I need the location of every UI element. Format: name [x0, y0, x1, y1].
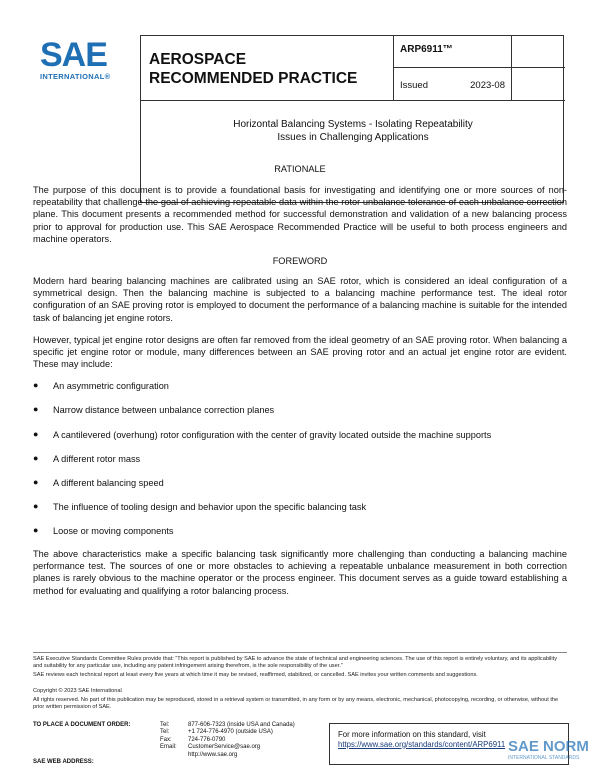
foreword-heading: FOREWORD: [272, 256, 328, 266]
header-empty-cell: [512, 36, 565, 68]
title-line-1: AEROSPACE: [149, 51, 247, 68]
bullet-icon: ●: [33, 429, 39, 439]
issued-cell: [394, 68, 512, 100]
bullet-icon: ●: [33, 380, 39, 390]
watermark-subtext: INTERNATIONAL STANDARDS: [508, 755, 580, 761]
issued-date: 2023-08: [470, 80, 505, 91]
foreword-paragraph-3: The above characteristics make a specific balancing task significantly more challenging than conducting a balancing machine performance test. The sources of one or more obstacles to achieving a repeatable unbalance measurement in both correction planes is rarely obvious to the machine operator or the process engineer. This document serves as a guide toward establishing a method for evaluating and qualifying a rotor balancing process.: [33, 549, 567, 596]
contact-values: [188, 722, 295, 759]
rights-notice: All rights reserved. No part of this publication may be reproduced, stored in a retrieval system or transmitted, in any form or by any means, electronic, mechanical, photocopying, recording, or otherwise, without the prior written permission of SAE.: [33, 697, 559, 711]
fax-number: 724-776-0790: [188, 736, 226, 743]
phone-number: 877-606-7323 (inside USA and Canada): [188, 722, 295, 728]
contact-labels: Tel: Tel: Fax: Email:: [160, 722, 177, 751]
document-number: ARP6911™: [394, 36, 512, 68]
title-line-2: RECOMMENDED PRACTICE: [149, 70, 358, 87]
web-address-label: SAE WEB ADDRESS:: [33, 759, 94, 765]
phone-number-intl: +1 724-776-4970 (outside USA): [188, 729, 273, 736]
document-title-line-1: Horizontal Balancing Systems - Isolating Repeatability: [233, 119, 473, 130]
bullet-icon: ●: [33, 477, 39, 487]
rationale-text: The purpose of this document is to provide a foundational basis for investigating and identifying one or more sources of non-repeatability that challenge the goal of achieving repeatable data within the rotor unbalance tolerance of each unbalance correction plane. This document presents a recommended method for successful demonstration and validation of a new balancing process prior to approval for production use. This SAE Aerospace Recommended Practice will be useful to both process engineers and machine operators.: [33, 185, 567, 244]
watermark: [508, 738, 598, 772]
review-notice: SAE reviews each technical report at least every five years at which time it may be revised, reaffirmed, stabilized, or cancelled. SAE invites your written comments and suggestions.: [33, 672, 478, 678]
order-label: TO PLACE A DOCUMENT ORDER:: [33, 722, 131, 728]
foreword-paragraph-2: However, typical jet engine rotor designs are often far removed from the ideal geometry of an SAE proving rotor. When balancing a specific jet engine rotor or module, many differences between an SAE proving rotor and an actual jet engine rotor are evident. These may include:: [33, 335, 567, 370]
bullet-icon: ●: [33, 404, 39, 414]
document-title-line-2: Issues in Challenging Applications: [277, 132, 429, 143]
bullet-icon: ●: [33, 525, 39, 535]
bullet-icon: ●: [33, 453, 39, 463]
bullet-icon: ●: [33, 501, 39, 511]
sae-logo: [40, 38, 124, 86]
issued-label: Issued: [400, 80, 428, 91]
web-link[interactable]: http://www.sae.org: [188, 751, 238, 758]
copyright: Copyright © 2023 SAE International: [33, 688, 122, 694]
document-header: [140, 35, 564, 203]
rationale-heading: RATIONALE: [274, 164, 326, 174]
document-title: [141, 118, 565, 144]
watermark-text: SAE NORM: [508, 738, 589, 755]
logo-subtitle: INTERNATIONAL®: [40, 72, 111, 81]
logo-mark: SAE: [40, 36, 107, 74]
more-info-text: For more information on this standard, visit: [338, 730, 486, 739]
foreword-paragraph-1: Modern hard bearing balancing machines are calibrated using an SAE rotor, which is considered an ideal configuration of a symmetrical design. Then the balancing machine is subjected to a balancing machine performance test. The ideal rotor configuration of an SAE proving rotor is employed to document the performance of a balancing machine is suitable for the intended task of balancing jet engine rotors.: [33, 276, 567, 323]
standard-link[interactable]: https://www.sae.org/standards/content/ARP6911: [338, 739, 506, 749]
document-type: [141, 36, 394, 100]
footer-divider: [33, 652, 567, 653]
email-link[interactable]: CustomerService@sae.org: [188, 744, 261, 751]
header-divider: [141, 100, 565, 101]
committee-rules: SAE Executive Standards Committee Rules provide that: “This report is published by SAE to advance the state of technical and engineering sciences. The use of this report is entirely voluntary, and its applicability and suitability for any particular use, including any patent infringement arising therefrom, is the sole responsibility of the user.”: [33, 656, 558, 670]
